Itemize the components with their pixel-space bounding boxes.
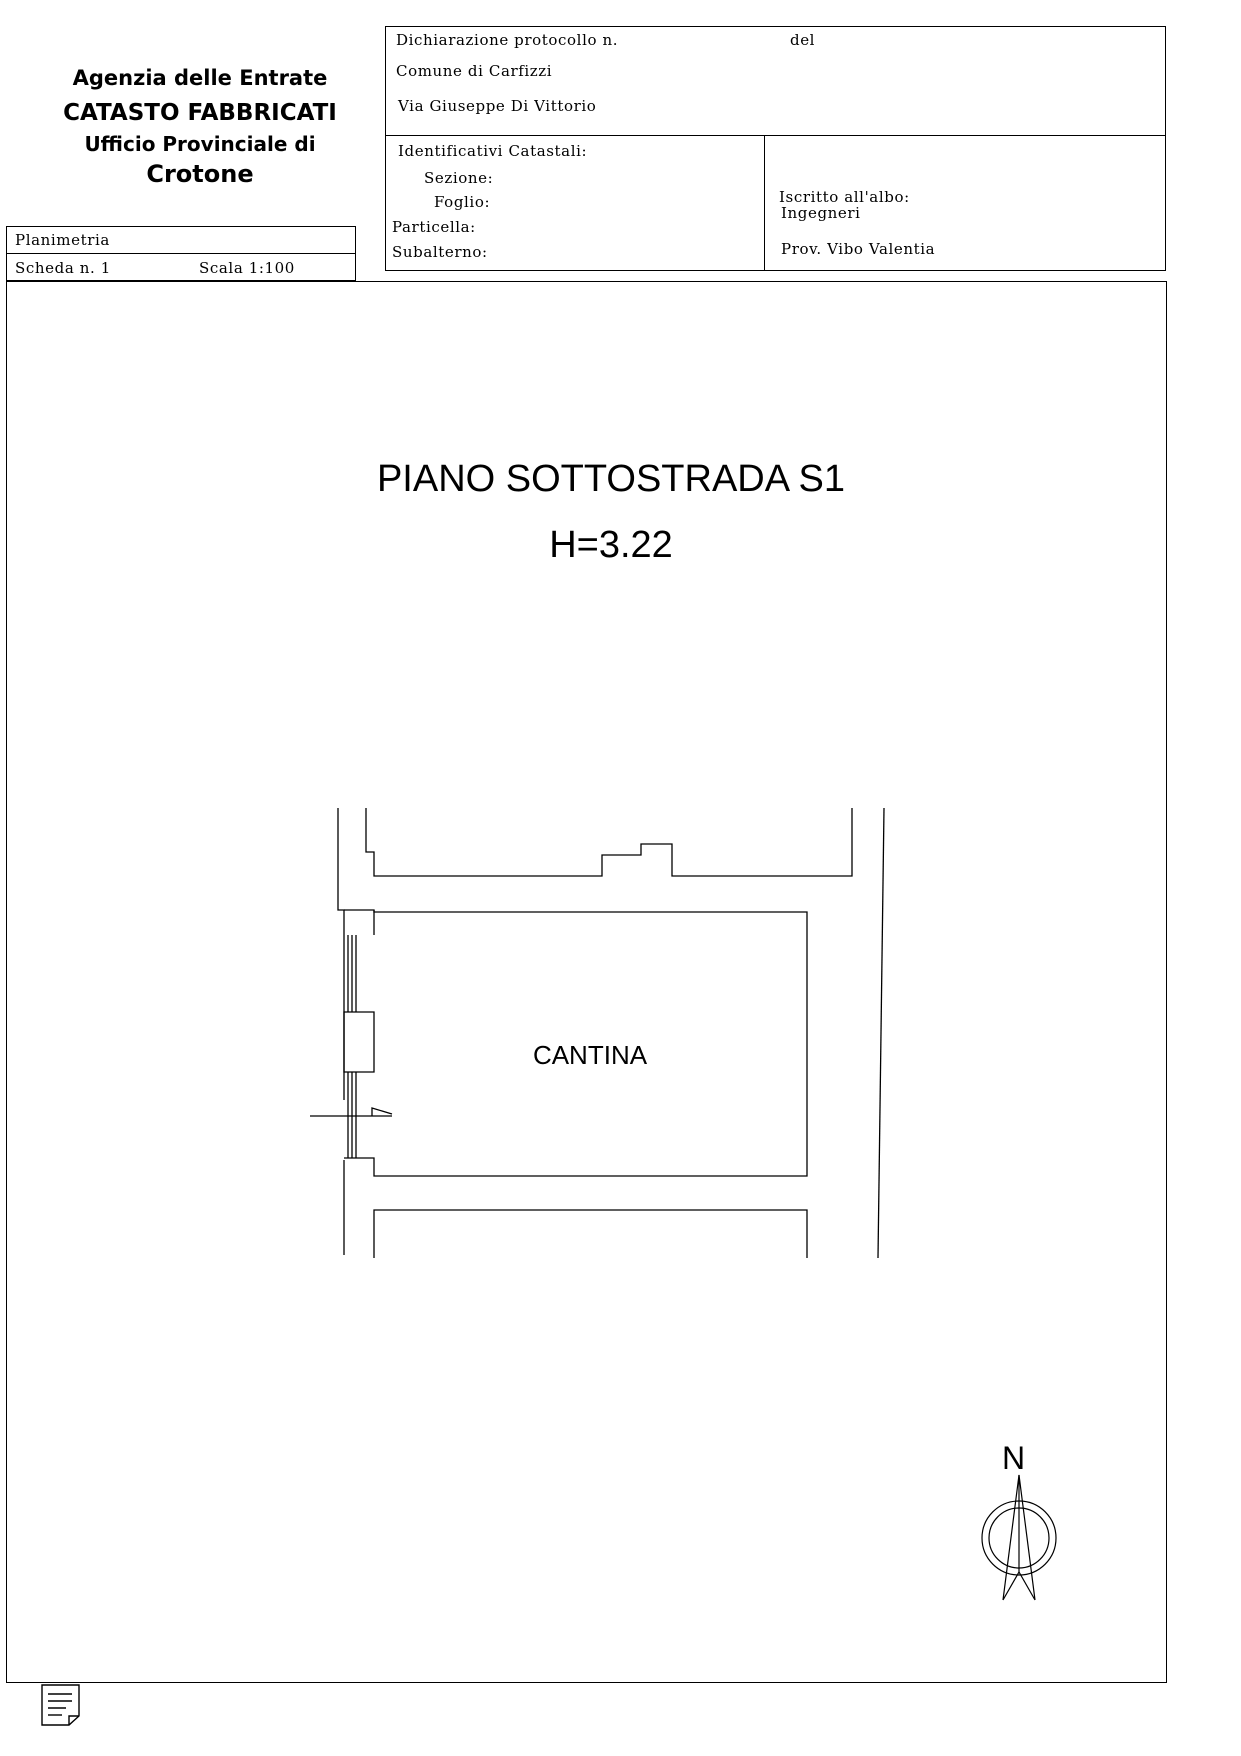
left-outer-wall: [338, 808, 344, 1100]
plan-title: PIANO SOTTOSTRADA S1: [376, 458, 846, 500]
foglio-label: Foglio:: [434, 193, 491, 211]
particella-label: Particella:: [392, 218, 476, 236]
scale-label: Scala 1:100: [199, 259, 295, 277]
province-label: Prov. Vibo Valentia: [781, 240, 936, 258]
north-arrow-icon: [982, 1475, 1056, 1600]
albo-value: Ingegneri: [781, 204, 861, 222]
plan-height: H=3.22: [549, 524, 673, 566]
document-note-icon: [42, 1685, 79, 1725]
sezione-label: Sezione:: [424, 169, 494, 187]
upper-wall: [366, 808, 852, 876]
scheda-number: Scheda n. 1: [15, 259, 111, 277]
entry-arrow-flag: [372, 1108, 392, 1116]
pillar: [344, 1012, 374, 1072]
sheet-type: Planimetria: [15, 231, 110, 249]
subalterno-label: Subalterno:: [392, 243, 488, 261]
del-label: del: [790, 31, 816, 49]
north-label: N: [1002, 1440, 1026, 1476]
comune-label: Comune di Carfizzi: [396, 62, 553, 80]
agency-name: Agenzia delle Entrate: [72, 66, 328, 90]
lower-wall: [374, 1210, 807, 1258]
catasto-title: CATASTO FABBRICATI: [63, 100, 337, 126]
identifiers-heading: Identificativi Catastali:: [398, 142, 588, 160]
room-label-cantina: CANTINA: [532, 1040, 648, 1070]
right-outer-wall: [878, 808, 884, 1258]
address-label: Via Giuseppe Di Vittorio: [398, 97, 597, 115]
office-city: Crotone: [146, 160, 254, 188]
office-label: Ufficio Provinciale di: [84, 132, 316, 156]
albo-label: Iscritto all'albo:: [779, 188, 910, 206]
protocol-label: Dichiarazione protocollo n.: [396, 31, 619, 49]
